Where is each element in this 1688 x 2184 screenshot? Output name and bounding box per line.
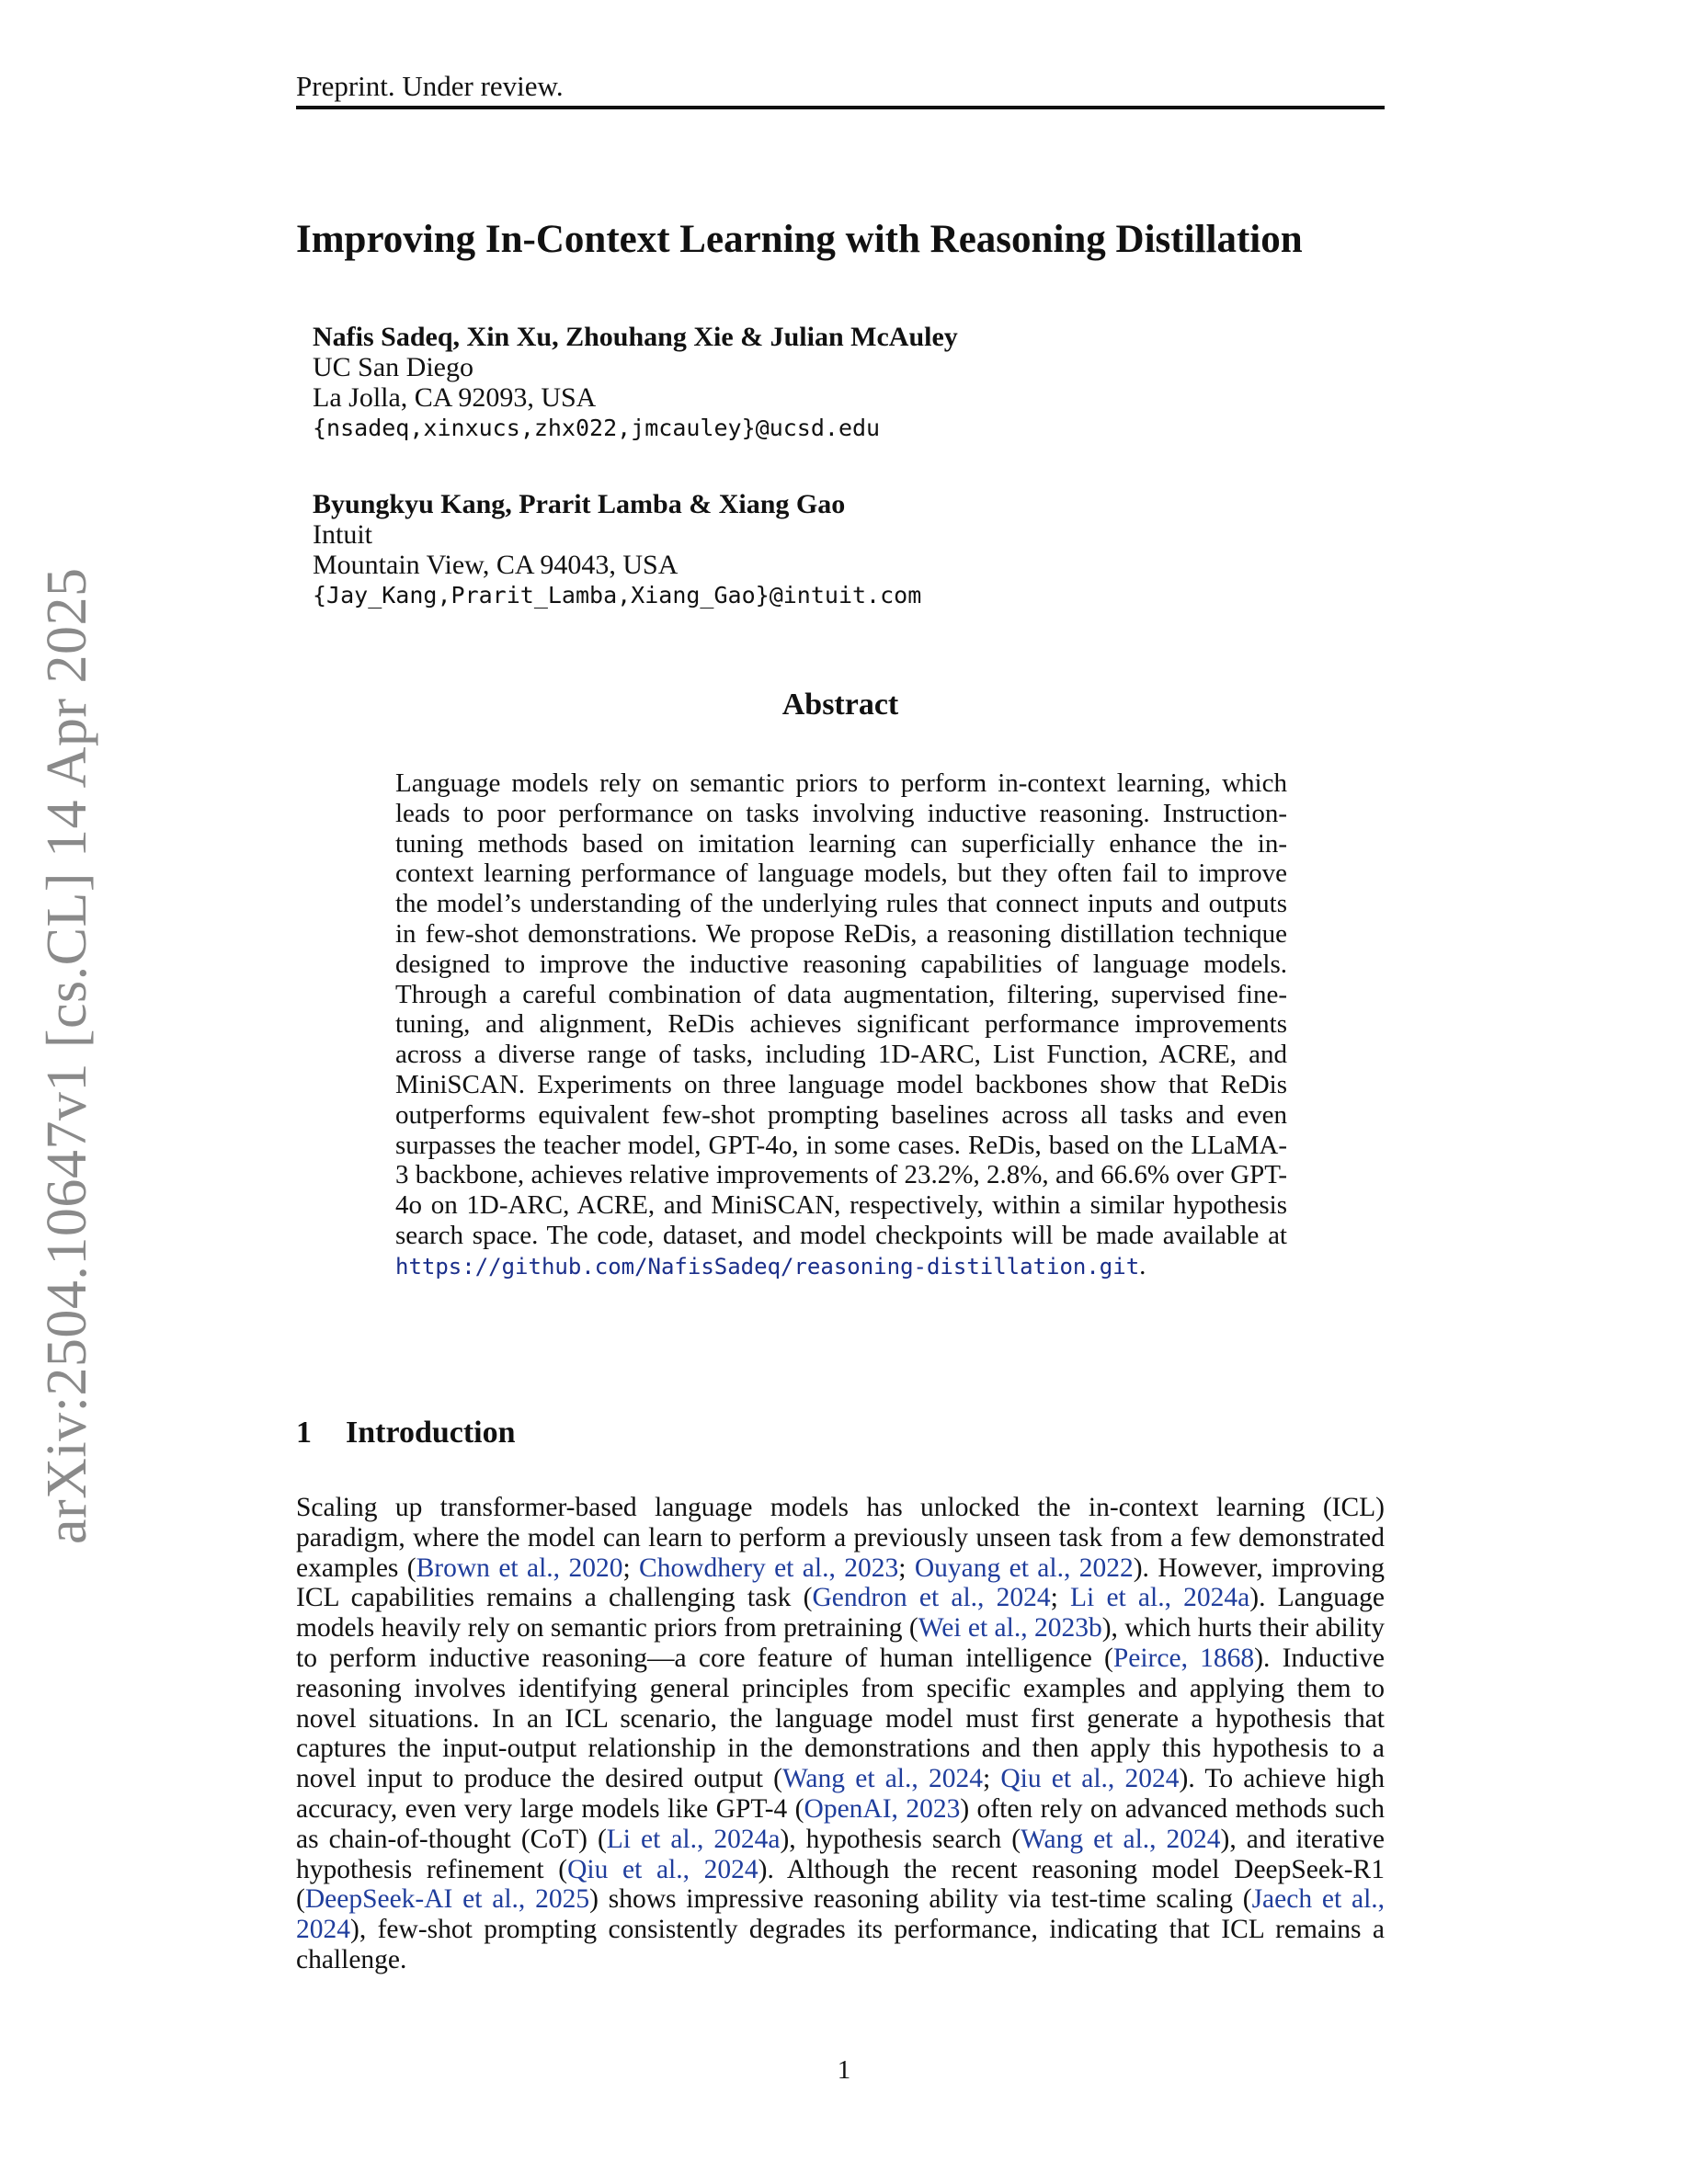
abstract-body-text: Language models rely on semantic priors to perform in-context learning, which leads to poor performance on tasks involving inductive reasoning. Instruction-tuning methods based on imitation learning can superficially enhance the in-context learning performance of language models, but they often fail to improve the model’s understanding of the underlying rules that connect inputs and outputs in few-shot demonstrations. We propose ReDis, a reasoning distillation technique designed to improve the inductive reasoning capabilities of language models. Through a careful combination of data augmentation, filtering, supervised fine-tuning, and alignment, ReDis achieves significant performance improvements across a diverse range of tasks, including 1D-ARC, List Function, ACRE, and MiniSCAN. Experiments on three language model backbones show that ReDis outperforms equivalent few-shot prompting baselines across all tasks and even surpasses the teacher model, GPT-4o, in some cases. ReDis, based on the LLaMA-3 backbone, achieves relative improvements of 23.2%, 2.8%, and 66.6% over GPT-4o on 1D-ARC, ACRE, and MiniSCAN, respectively, within a similar hypothesis search space. The code, dataset, and model checkpoints will be made available at (395, 768, 1287, 1250)
abstract-text (395, 768, 1287, 1282)
author-names: Nafis Sadeq, Xin Xu, Zhouhang Xie & Julian McAuley (313, 322, 958, 352)
author-affiliation: UC San Diego (313, 352, 473, 382)
page-number: 1 (837, 2055, 851, 2085)
author-block-ucsd (313, 322, 958, 443)
citation-link[interactable]: Jaech et al., 2024 (296, 1884, 1386, 1945)
introduction-text: ; (1050, 1583, 1071, 1613)
author-address: La Jolla, CA 92093, USA (313, 382, 597, 413)
author-block-intuit (313, 489, 921, 610)
introduction-text: ; (622, 1553, 640, 1583)
introduction-paragraph (296, 1493, 1385, 1975)
introduction-text: ). However, improving ICL capabilities remains a challenging task ( (296, 1553, 1385, 1613)
citation-link[interactable]: Wang et al., 2024 (1021, 1824, 1221, 1854)
citation-link[interactable]: Chowdhery et al., 2023 (639, 1553, 899, 1583)
introduction-text: ). To achieve high accuracy, even very large models like GPT-4 ( (296, 1764, 1385, 1824)
introduction-text: ; (982, 1764, 1001, 1794)
introduction-text: ), and iterative hypothesis refinement ( (296, 1824, 1385, 1884)
citation-link[interactable]: Ouyang et al., 2022 (914, 1553, 1134, 1583)
citation-link[interactable]: Li et al., 2024a (1070, 1583, 1250, 1613)
introduction-text: ; (898, 1553, 915, 1583)
citation-link[interactable]: Wang et al., 2024 (781, 1764, 983, 1794)
section-number: 1 (296, 1416, 312, 1450)
arxiv-identifier-stamp: arXiv:2504.10647v1 [cs.CL] 14 Apr 2025 (36, 567, 98, 1544)
introduction-text: ). Inductive reasoning involves identifying general principles from specific examples and applying them to novel situations. In an ICL scenario, the language model must first generate a hypothesis that captures the input-output relationship in the demonstrations and then apply this hypothesis to a novel input to produce the desired output ( (296, 1643, 1385, 1794)
abstract-url-period: . (1139, 1250, 1146, 1280)
introduction-text: ), few-shot prompting consistently degrades its performance, indicating that ICL remains a challenge. (296, 1915, 1385, 1974)
introduction-text: ). Although the recent reasoning model DeepSeek-R1 ( (296, 1854, 1385, 1915)
author-email: {Jay_Kang,Prarit_Lamba,Xiang_Gao}@intuit.com (313, 582, 922, 609)
code-repository-link[interactable]: https://github.com/NafisSadeq/reasoning-distillation.git (395, 1253, 1140, 1280)
citation-link[interactable]: Gendron et al., 2024 (812, 1583, 1051, 1613)
citation-link[interactable]: DeepSeek-AI et al., 2025 (304, 1884, 590, 1915)
citation-link[interactable]: OpenAI, 2023 (804, 1793, 961, 1824)
introduction-text: ) shows impressive reasoning ability via test-time scaling ( (589, 1884, 1252, 1915)
introduction-text: ), hypothesis search ( (780, 1824, 1021, 1854)
paper-title: Improving In-Context Learning with Reasoning Distillation (296, 218, 1303, 261)
citation-link[interactable]: Wei et al., 2023b (918, 1613, 1102, 1644)
citation-link[interactable]: Li et al., 2024a (606, 1824, 781, 1854)
citation-link[interactable]: Qiu et al., 2024 (1000, 1764, 1180, 1794)
citation-link[interactable]: Qiu et al., 2024 (567, 1854, 758, 1884)
author-address: Mountain View, CA 94043, USA (313, 550, 679, 580)
introduction-text: ) often rely on advanced methods such as chain-of-thought (CoT) ( (296, 1793, 1385, 1854)
introduction-text: ), which hurts their ability to perform inductive reasoning—a core feature of human intelligence ( (296, 1613, 1385, 1673)
author-affiliation: Intuit (313, 519, 372, 550)
introduction-text: ). Language models heavily rely on semantic priors from pretraining ( (296, 1583, 1385, 1644)
citation-link[interactable]: Brown et al., 2020 (416, 1553, 623, 1583)
header-rule (296, 106, 1385, 109)
author-names: Byungkyu Kang, Prarit Lamba & Xiang Gao (313, 489, 846, 519)
introduction-text: Scaling up transformer-based language models has unlocked the in-context learning (ICL) paradigm, where the model can learn to perform a previously unseen task from a few demonstrated examples ( (296, 1493, 1385, 1583)
citation-link[interactable]: Peirce, 1868 (1112, 1643, 1255, 1673)
section-title: Introduction (346, 1416, 516, 1450)
section-heading-introduction (296, 1416, 516, 1450)
running-header: Preprint. Under review. (296, 70, 564, 102)
abstract-heading: Abstract (781, 688, 899, 722)
author-email: {nsadeq,xinxucs,zhx022,jmcauley}@ucsd.edu (313, 415, 881, 441)
